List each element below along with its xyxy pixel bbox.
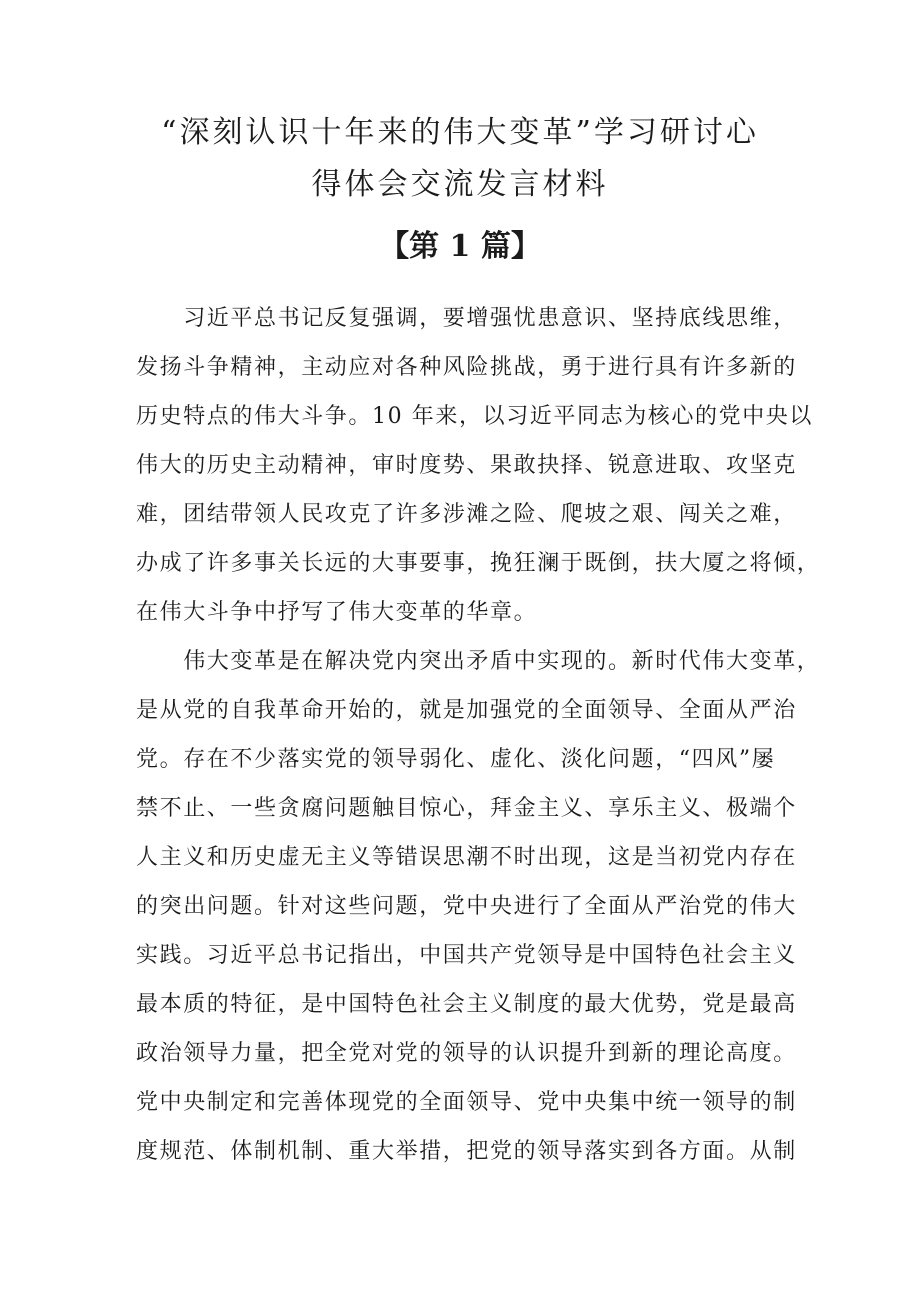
chapter-heading: 【第 1 篇】	[379, 229, 541, 264]
body-line: 是从党的自我革命开始的，就是加强党的全面领导、全面从严治	[136, 698, 797, 723]
body-line: 历史特点的伟大斗争。10 年来，以习近平同志为核心的党中央以	[136, 404, 813, 429]
body-line: 党中央制定和完善体现党的全面领导、党中央集中统一领导的制	[136, 1090, 797, 1115]
body-line: 政治领导力量，把全党对党的领导的认识提升到新的理论高度。	[136, 1041, 797, 1066]
body-line: 办成了许多事关长远的大事要事，挽狂澜于既倒，扶大厦之将倾，	[136, 551, 821, 576]
body-line: 难，团结带领人民攻克了许多涉滩之险、爬坡之艰、闯关之难，	[136, 502, 797, 527]
title-line-2: 得体会交流发言材料	[311, 167, 609, 202]
body-line: 人主义和历史虚无主义等错误思潮不时出现，这是当初党内存在	[136, 845, 797, 870]
body-line: 实践。习近平总书记指出，中国共产党领导是中国特色社会主义	[136, 943, 797, 968]
body-line: 党。存在不少落实党的领导弱化、虚化、淡化问题，“四风”屡	[136, 747, 776, 772]
body-line: 伟大的历史主动精神，审时度势、果敢抉择、锐意进取、攻坚克	[136, 453, 797, 478]
body-line: 习近平总书记反复强调，要增强忧患意识、坚持底线思维，	[136, 306, 797, 331]
body-line: 最本质的特征，是中国特色社会主义制度的最大优势，党是最高	[136, 992, 797, 1017]
body-line: 的突出问题。针对这些问题，党中央进行了全面从严治党的伟大	[136, 894, 797, 919]
body-line: 禁不止、一些贪腐问题触目惊心，拜金主义、享乐主义、极端个	[136, 796, 797, 821]
body-line: 度规范、体制机制、重大举措，把党的领导落实到各方面。从制	[136, 1139, 797, 1164]
body-line: 发扬斗争精神，主动应对各种风险挑战，勇于进行具有许多新的	[136, 355, 797, 380]
body-line: 伟大变革是在解决党内突出矛盾中实现的。新时代伟大变革，	[136, 649, 821, 674]
body-line: 在伟大斗争中抒写了伟大变革的华章。	[136, 600, 538, 625]
title-line-1: “深刻认识十年来的伟大变革”学习研讨心	[161, 115, 759, 150]
